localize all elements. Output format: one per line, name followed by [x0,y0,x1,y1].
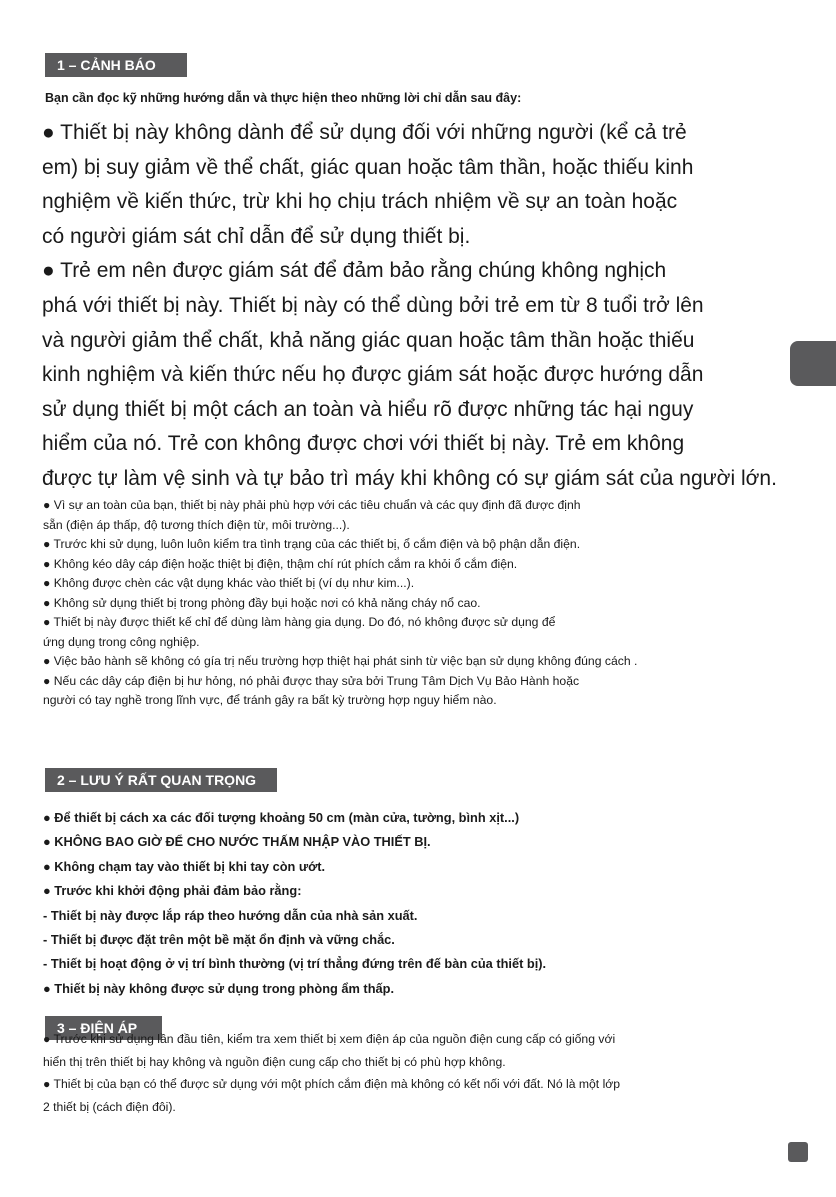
list-item: ● Không sử dụng thiết bị trong phòng đầy bụi hoặc nơi có khả năng cháy nổ cao. [43,595,481,610]
list-item: người có tay nghề trong lĩnh vực, để tránh gây ra bất kỳ trường hợp nguy hiểm nào. [43,693,497,707]
warning-line: ● Trẻ em nên được giám sát để đảm bảo rằng chúng không nghịch [42,259,667,283]
section-1-header: 1 – CẢNH BÁO [45,53,187,77]
list-item: ứng dụng trong công nghiệp. [43,634,200,649]
list-item: ● Nếu các dây cáp điện bị hư hỏng, nó phải được thay sửa bởi Trung Tâm Dịch Vụ Bảo Hành hoặc [43,673,580,688]
section-2-list [43,806,813,1001]
list-item: ● Trước khi sử dụng lần đầu tiên, kiểm tra xem thiết bị xem điện áp của nguồn điện cung cấp có giống với [43,1032,616,1046]
list-item: - Thiết bị hoạt động ở vị trí bình thường (vị trí thẳng đứng trên đế bàn của thiết bị). [43,956,547,972]
section-1-large-warning [42,116,782,497]
warning-line: có người giám sát chỉ dẫn để sử dụng thiết bị. [42,224,471,248]
list-item: ● Trước khi sử dụng, luôn luôn kiểm tra tình trạng của các thiết bị, ổ cắm điện và bộ phận dẫn điện. [43,537,581,551]
list-item: ● Trước khi khởi động phải đảm bảo rằng: [43,883,302,899]
warning-line: được tự làm vệ sinh và tự bảo trì máy khi không có sự giám sát của người lớn. [42,466,777,490]
list-item: ● Thiết bị của bạn có thể được sử dụng với một phích cắm điện mà không có kết nối với đất. Nó là một lớp [43,1077,621,1091]
warning-line: nghiệm về kiến thức, trừ khi họ chịu trách nhiệm về sự an toàn hoặc [42,190,678,214]
warning-line: hiểm của nó. Trẻ con không được chơi với thiết bị này. Trẻ em không [42,432,685,456]
section-1-small-list [43,496,813,711]
list-item: ● Việc bảo hành sẽ không có gía trị nếu trường hợp thiệt hại phát sinh từ việc bạn sử dụng không đúng cách . [43,654,638,668]
warning-line: và người giảm thể chất, khả năng giác quan hoặc tâm thần hoặc thiếu [42,328,695,352]
list-item: sẵn (điện áp thấp, độ tương thích điện từ, môi trường...). [43,517,350,532]
section-1-intro: Bạn cần đọc kỹ những hướng dẫn và thực hiện theo những lời chỉ dẫn sau đây: [45,91,522,105]
section-3-header: 3 – ĐIỆN ÁP [45,1016,162,1040]
list-item: ● Không chạm tay vào thiết bị khi tay còn ướt. [43,858,326,874]
list-item: ● Vì sự an toàn của bạn, thiết bị này phải phù hợp với các tiêu chuẩn và các quy định đã được định [43,498,581,512]
list-item: - Thiết bị này được lắp ráp theo hướng dẫn của nhà sản xuất. [43,907,418,923]
list-item: ● Không kéo dây cáp điện hoặc thiệt bị điện, thậm chí rút phích cắm ra khỏi ổ cắm điện. [43,556,518,571]
warning-line: sử dụng thiết bị một cách an toàn và hiểu rõ được những tác hại nguy [42,397,694,421]
section-3-list [43,1028,813,1118]
list-item: ● Thiết bị này không được sử dụng trong phòng ẩm thấp. [43,980,395,996]
list-item: ● KHÔNG BAO GIỜ ĐỂ CHO NƯỚC THẤM NHẬP VÀO THIẾT BỊ. [43,834,431,850]
section-2-header: 2 – LƯU Ý RẤT QUAN TRỌNG [45,768,277,792]
warning-line: em) bị suy giảm về thể chất, giác quan hoặc tâm thần, hoặc thiếu kinh [42,155,694,179]
warning-line: phá với thiết bị này. Thiết bị này có thể dùng bởi trẻ em từ 8 tuổi trở lên [42,293,704,317]
warning-line: ● Thiết bị này không dành để sử dụng đối với những người (kể cả trẻ [42,121,687,144]
side-tab-marker [790,341,836,386]
list-item: ● Để thiết bị cách xa các đối tượng khoảng 50 cm (màn cửa, tường, bình xịt...) [43,810,520,825]
list-item: ● Không được chèn các vật dụng khác vào thiết bị (ví dụ như kim...). [43,576,415,590]
list-item: ● Thiết bị này được thiết kế chỉ để dùng làm hàng gia dụng. Do đó, nó không được sử dụng để [43,615,556,629]
list-item: hiển thị trên thiết bị hay không và nguồn điện cung cấp cho thiết bị có phù hợp không. [43,1054,506,1069]
list-item: - Thiết bị được đặt trên một bề mặt ổn định và vững chắc. [43,932,395,948]
corner-square-marker [788,1142,808,1162]
list-item: 2 thiết bị (cách điện đôi). [43,1099,176,1114]
warning-line: kinh nghiệm và kiến thức nếu họ được giám sát hoặc được hướng dẫn [42,363,704,387]
